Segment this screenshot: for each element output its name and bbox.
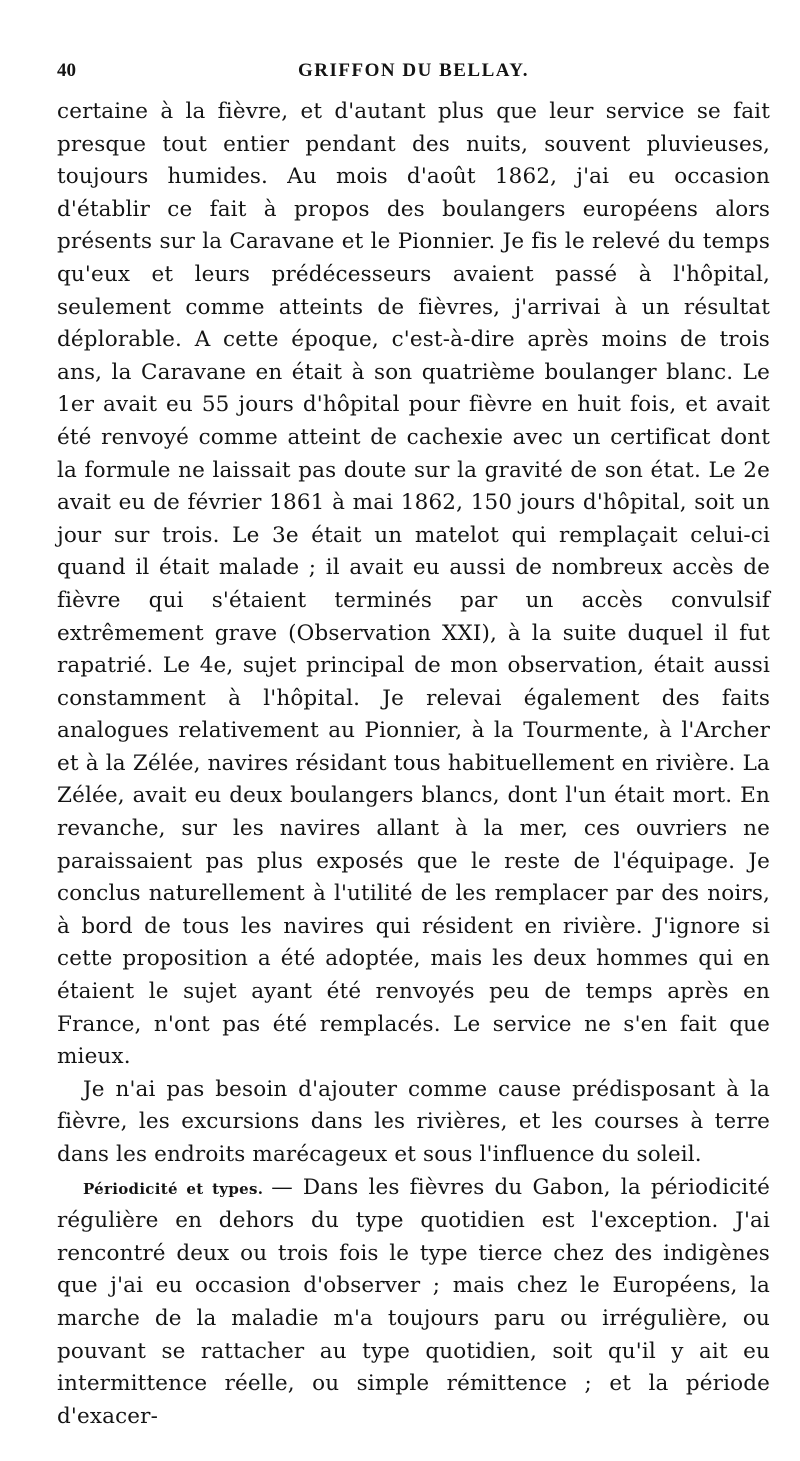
paragraph-periodicite xyxy=(57,1172,770,1434)
paragraph-text: Je n'ai pas besoin d'ajouter comme cause prédisposant à la fièvre, les excursions dans les rivières, et les courses à terre dans les endroits marécageux et sous l'influence du soleil. xyxy=(57,1076,770,1167)
page-number: 40 xyxy=(57,60,76,81)
paragraph-causes xyxy=(57,1074,770,1172)
running-head: GRIFFON DU BELLAY. xyxy=(298,60,529,81)
page-header xyxy=(57,52,770,88)
paragraph-text: certaine à la fièvre, et d'autant plus que leur service se fait presque tout entier pendant des nuits, souvent pluvieuses, toujours humides. Au mois d'août 1862, j'ai eu occasion d'établir ce fait à propos des boulangers européens alors présents sur la Caravane et le Pionnier. Je fis le relevé du temps qu'eux et leurs prédécesseurs avaient passé à l'hôpital, seulement comme atteints de fièvres, j'arrivai à un résultat déplorable. A cette époque, c'est-à-dire après moins de trois ans, la Caravane en était à son quatrième boulanger blanc. Le 1er avait eu 55 jours d'hôpital pour fièvre en huit fois, et avait été renvoyé comme atteint de cachexie avec un certificat dont la formule ne laissait pas doute sur la gravité de son état. Le 2e avait eu de février 1861 à mai 1862, 150 jours d'hôpital, soit un jour sur trois. Le 3e était un matelot qui remplaçait celui-ci quand il était malade ; il avait eu aussi de nombreux accès de fièvre qui s'étaient terminés par un accès convulsif extrêmement grave (Observation XXI), à la suite duquel il fut rapatrié. Le 4e, sujet principal de mon observation, était aussi constamment à l'hôpital. Je relevai également des faits analogues relativement au Pionnier, à la Tourmente, à l'Archer et à la Zélée, navires résidant tous habituellement en rivière. La Zélée, avait eu deux boulangers blancs, dont l'un était mort. En revanche, sur les navires allant à la mer, ces ouvriers ne paraissaient pas plus exposés que le reste de l'équipage. Je conclus naturellement à l'utilité de les remplacer par des noirs, à bord de tous les navires qui résident en rivière. J'ignore si cette proposition a été adoptée, mais les deux hommes qui en étaient le sujet ayant été renvoyés peu de temps après en France, n'ont pas été remplacés. Le service ne s'en fait que mieux. xyxy=(57,99,770,1070)
book-page xyxy=(57,52,770,1433)
section-run-in-heading: Périodicité et types. xyxy=(83,1179,264,1198)
paragraph-text: — Dans les fièvres du Gabon, la périodicité régulière en dehors du type quotidien est l'exception. J'ai rencontré deux ou trois fois le type tierce chez des indigènes que j'ai eu occasion d'observer ; mais chez le Européens, la marche de la maladie m'a toujours paru ou irrégulière, ou pouvant se rattacher au type quotidien, soit qu'il y ait eu intermittence réelle, ou simple rémittence ; et la période d'exacer- xyxy=(57,1174,770,1429)
paragraph-boulangers xyxy=(57,96,770,1074)
page-body xyxy=(57,96,770,1433)
